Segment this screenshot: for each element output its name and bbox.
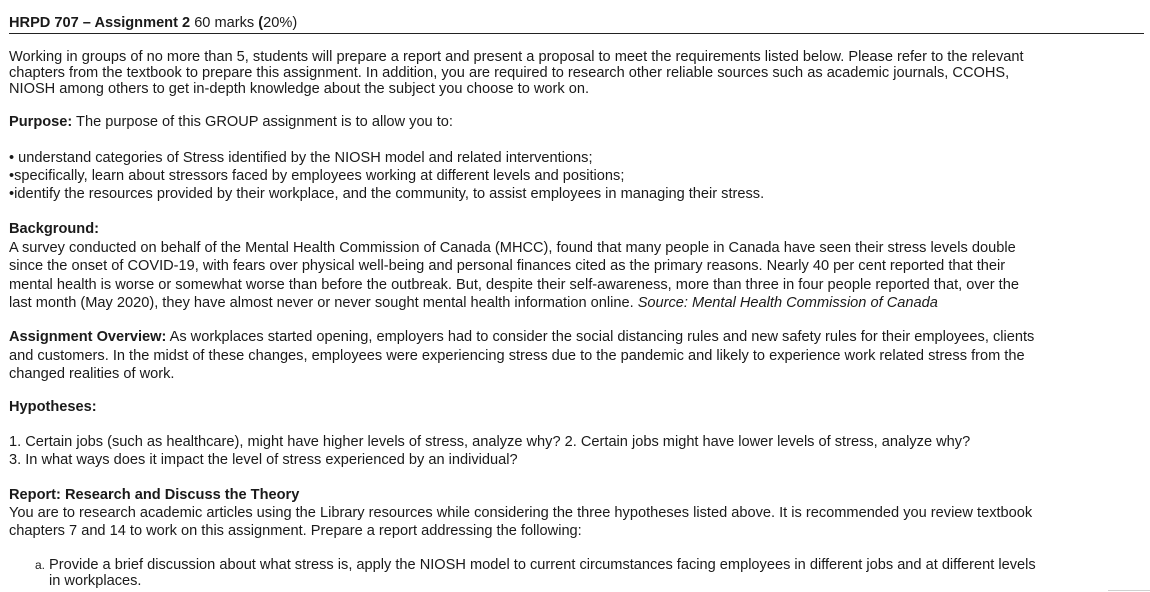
report-item-text: in workplaces.: [49, 573, 142, 589]
background-label: Background:: [9, 221, 99, 237]
intro-paragraph: [9, 49, 1144, 97]
hypotheses-heading: [9, 399, 1144, 415]
overview-line: and customers. In the midst of these changes, employees were experiencing stress due to the pandemic and likely to experience work related stress from the: [9, 347, 1025, 364]
bullet-item: •identify the resources provided by their workplace, and the community, to assist employees in managing their stress.: [9, 186, 765, 202]
report-line: You are to research academic articles using the Library resources while considering the three hypotheses listed above. It is recommended you review textbook: [9, 505, 1033, 521]
report-label: Report: Research and Discuss the Theory: [9, 487, 300, 503]
purpose-text: The purpose of this GROUP assignment is to allow you to:: [72, 114, 453, 130]
paren-open: (: [258, 15, 264, 31]
hypothesis-line: 1. Certain jobs (such as healthcare), might have higher levels of stress, analyze why? 2. Certain jobs might have lower levels of stress, analyze why?: [9, 434, 971, 450]
marks-text: 60 marks: [190, 15, 259, 31]
background-line: mental health is worse or somewhat worse than before the outbreak. But, despite their self-awareness, more than three in four people reported that, over the: [9, 276, 1019, 293]
overview-section: [9, 328, 1144, 384]
intro-line: chapters from the textbook to prepare this assignment. In addition, you are required to research other reliable sources such as academic journals, CCOHS,: [9, 65, 1010, 81]
title-divider: [9, 33, 1144, 34]
intro-line: NIOSH among others to get in-depth knowledge about the subject you choose to work on.: [9, 81, 590, 97]
purpose-label: Purpose:: [9, 114, 73, 130]
purpose-section: [9, 114, 1144, 130]
report-item-a: [35, 557, 1145, 589]
hypothesis-line: 3. In what ways does it impact the level of stress experienced by an individual?: [9, 452, 518, 468]
list-marker: a.: [35, 558, 46, 572]
report-section: [9, 486, 1144, 540]
hypotheses-list: [9, 433, 1144, 469]
hypotheses-label: Hypotheses:: [9, 399, 97, 415]
intro-line: Working in groups of no more than 5, students will prepare a report and present a proposal to meet the requirements listed below. Please refer to the relevant: [9, 49, 1024, 65]
report-item-text: Provide a brief discussion about what stress is, apply the NIOSH model to current circumstances facing employees in different jobs and at different levels: [49, 557, 1036, 573]
overview-line: changed realities of work.: [9, 366, 175, 382]
background-line: A survey conducted on behalf of the Mental Health Commission of Canada (MHCC), found that many people in Canada have seen their stress levels double: [9, 239, 1016, 256]
bullet-item: • understand categories of Stress identified by the NIOSH model and related interventions;: [9, 150, 593, 166]
overview-label: Assignment Overview:: [9, 329, 167, 345]
bullet-item: •specifically, learn about stressors faced by employees working at different levels and positions;: [9, 168, 625, 184]
purpose-bullets: [9, 149, 1144, 203]
report-line: chapters 7 and 14 to work on this assignment. Prepare a report addressing the following:: [9, 523, 582, 539]
background-source: Source: Mental Health Commission of Canada: [637, 295, 938, 311]
background-line: last month (May 2020), they have almost never or never sought mental health information online.: [9, 295, 638, 311]
document-title: [9, 14, 297, 32]
overview-line: As workplaces started opening, employers had to consider the social distancing rules and new safety rules for their employees, clients: [166, 329, 1035, 345]
course-assignment-title: HRPD 707 – Assignment 2: [9, 15, 191, 31]
background-line: since the onset of COVID-19, with fears over physical well-being and personal finances cited as the primary reasons. Nearly 40 per cent reported that their: [9, 258, 1006, 274]
percent-text: 20%): [263, 15, 298, 31]
background-section: [9, 220, 1144, 313]
